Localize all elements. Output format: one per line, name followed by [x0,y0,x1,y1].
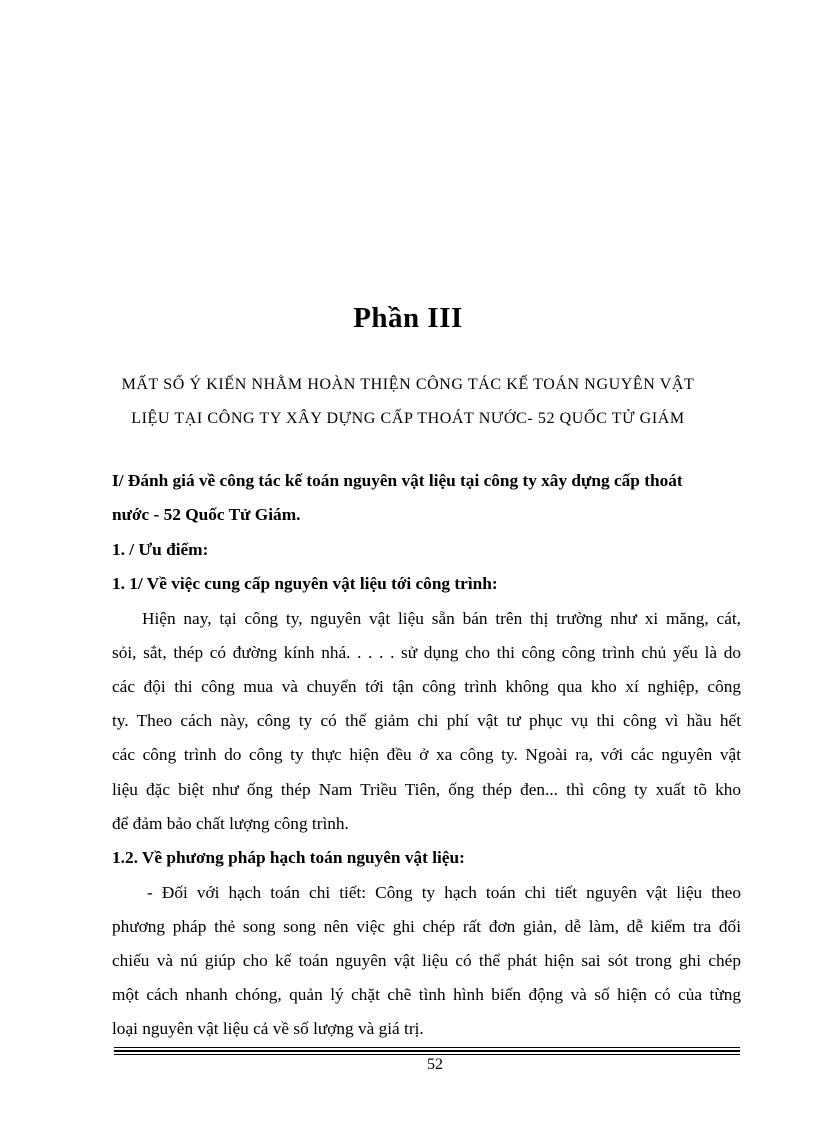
section-heading-line-2: nước - 52 Quốc Tử Giám. [112,505,301,524]
paragraph-line: để đảm bảo chất lượng công trình. [112,814,349,833]
heading-advantages: 1. / Ưu điểm: [112,540,209,559]
page-number: 52 [427,1056,443,1073]
subtitle-line-2: LIỆU TẠI CÔNG TY XÂY DỰNG CẤP THOÁT NƯỚC- 52 QUỐC TỬ GIÁM [131,410,685,427]
paragraph-line: phương pháp thẻ song song nên việc ghi chép rất đơn giản, dễ làm, dễ kiểm tra đối [112,917,741,936]
subtitle-line-1: MẤT SỐ Ý KIẾN NHẰM HOÀN THIỆN CÔNG TÁC KẾ TOÁN NGUYÊN VẬT [121,376,695,393]
paragraph-line: loại nguyên vật liệu cả về số lượng và giá trị. [112,1019,424,1038]
paragraph-line: các đội thi công mua và chuyển tới tận công trình không qua kho xí nghiệp, công [112,677,741,696]
heading-method: 1.2. Về phương pháp hạch toán nguyên vật liệu: [112,848,465,867]
paragraph-line: ty. Theo cách này, công ty có thể giảm chi phí vật tư phục vụ thi công vì hầu hết [112,711,741,730]
paragraph-line: Hiện nay, tại công ty, nguyên vật liệu sẵn bán trên thị trường như xi măng, cát, [142,609,741,628]
part-title: Phần III [353,302,463,334]
paragraph-line: chiếu và nú giúp cho kế toán nguyên vật liệu có thể phát hiện sai sót trong ghi chép [112,951,741,970]
section-heading-line-1: I/ Đánh giá về công tác kế toán nguyên vật liệu tại công ty xây dựng cấp thoát [112,471,683,490]
paragraph-line: một cách nhanh chóng, quản lý chặt chẽ tình hình biến động và số hiện có của từng [112,985,741,1004]
paragraph-line: - Đối với hạch toán chi tiết: Công ty hạch toán chi tiết nguyên vật liệu theo [147,883,741,902]
paragraph-line: liệu đặc biệt như ống thép Nam Triều Tiên, ống thép đen... thì công ty xuất tõ kho [112,780,741,799]
footer-divider [114,1050,740,1052]
paragraph-line: sỏi, sắt, thép có đường kính nhá. . . . . sử dụng cho thi công công trình chủ yếu là do [112,643,741,662]
footer-divider [114,1054,740,1055]
footer-divider [114,1047,740,1048]
heading-supply: 1. 1/ Về việc cung cấp nguyên vật liệu tới công trình: [112,574,498,593]
paragraph-line: các công trình do công ty thực hiện đều ở xa công ty. Ngoài ra, với các nguyên vật [112,745,741,764]
